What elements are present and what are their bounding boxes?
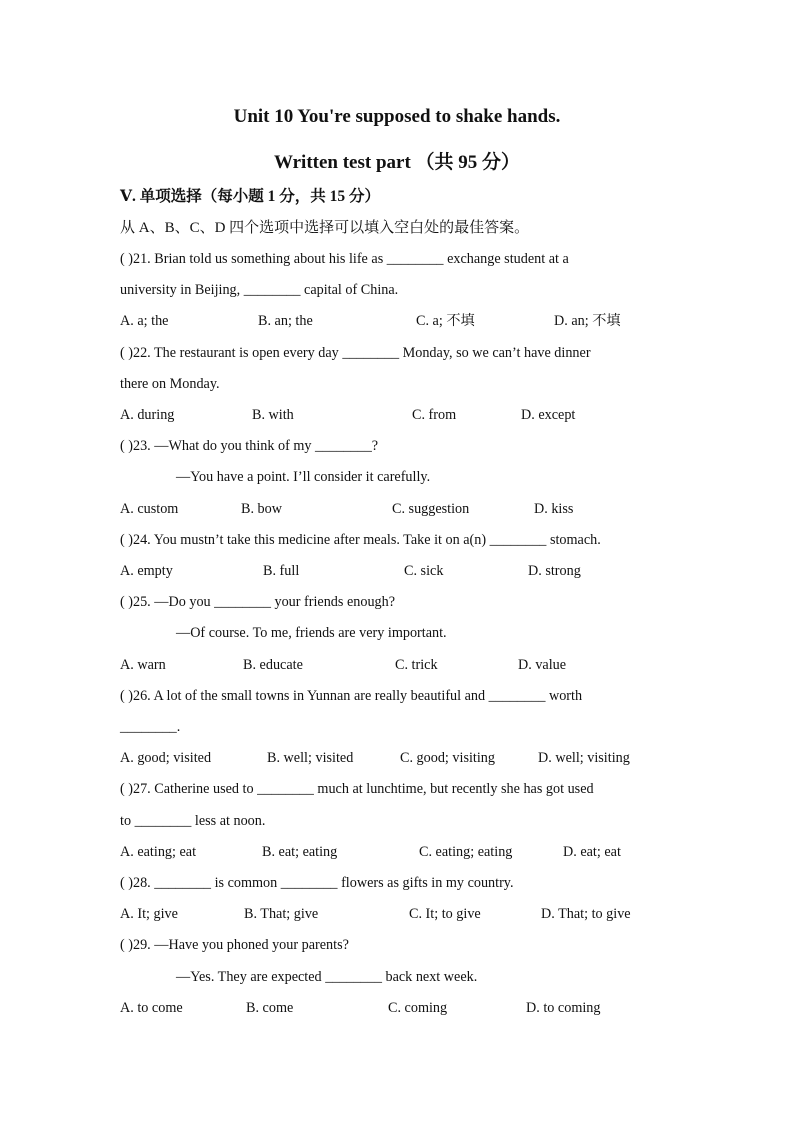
- option-a: A. a; the: [120, 313, 169, 329]
- question-stem-line: —You have a point. I’ll consider it carefully.: [176, 469, 431, 485]
- option-d: D. to coming: [526, 1000, 601, 1016]
- page-subtitle: Written test part （共 95 分）: [273, 152, 521, 173]
- option-c: C. It; to give: [409, 906, 481, 922]
- option-d: D. strong: [528, 563, 581, 579]
- page-title: Unit 10 You're supposed to shake hands.: [233, 106, 561, 127]
- question-stem-line: ( )29. —Have you phoned your parents?: [120, 937, 349, 953]
- option-d: D. well; visiting: [538, 750, 630, 766]
- option-b: B. full: [263, 563, 300, 579]
- option-d: D. except: [521, 407, 576, 423]
- section-instruction: 从 A、B、C、D 四个选项中选择可以填入空白处的最佳答案。: [120, 220, 530, 236]
- question-stem-line: ( )27. Catherine used to ________ much at lunchtime, but recently she has got used: [120, 781, 594, 797]
- option-a: A. warn: [120, 657, 166, 673]
- option-b: B. bow: [241, 501, 282, 517]
- question-stem-line: ( )26. A lot of the small towns in Yunnan are really beautiful and ________ worth: [120, 688, 583, 704]
- option-c: C. eating; eating: [419, 844, 513, 860]
- option-d: D. That; to give: [541, 906, 631, 922]
- option-b: B. an; the: [258, 313, 313, 329]
- option-b: B. with: [252, 407, 294, 423]
- question-stem-line: to ________ less at noon.: [120, 813, 266, 829]
- option-b: B. come: [246, 1000, 294, 1016]
- option-d: D. kiss: [534, 501, 574, 517]
- option-a: A. eating; eat: [120, 844, 197, 860]
- question-stem-line: ( )25. —Do you ________ your friends enough?: [120, 594, 396, 610]
- option-d: D. an; 不填: [554, 313, 621, 329]
- option-a: A. It; give: [120, 906, 178, 922]
- option-c: C. sick: [404, 563, 444, 579]
- option-a: A. good; visited: [120, 750, 212, 766]
- question-stem-line: ( )28. ________ is common ________ flowers as gifts in my country.: [120, 875, 514, 891]
- question-stem-line: ( )24. You mustn’t take this medicine after meals. Take it on a(n) ________ stomach.: [120, 532, 601, 548]
- option-b: B. That; give: [244, 906, 319, 922]
- option-c: C. from: [412, 407, 457, 423]
- option-d: D. eat; eat: [563, 844, 621, 860]
- option-c: C. suggestion: [392, 501, 470, 517]
- section-heading: Ⅴ. 单项选择（每小题 1 分，共 15 分）: [120, 188, 381, 205]
- option-d: D. value: [518, 657, 567, 673]
- question-stem-line: ( )22. The restaurant is open every day ________ Monday, so we can’t have dinner: [120, 345, 591, 361]
- option-c: C. trick: [395, 657, 438, 673]
- option-c: C. good; visiting: [400, 750, 495, 766]
- question-stem-line: ( )23. —What do you think of my ________?: [120, 438, 379, 454]
- question-stem-line: there on Monday.: [120, 376, 220, 392]
- option-c: C. a; 不填: [416, 313, 475, 329]
- option-a: A. during: [120, 407, 175, 423]
- question-stem-line: —Of course. To me, friends are very important.: [176, 625, 447, 641]
- question-stem-line: —Yes. They are expected ________ back next week.: [176, 969, 478, 985]
- option-c: C. coming: [388, 1000, 448, 1016]
- option-a: A. custom: [120, 501, 179, 517]
- question-stem-line: ( )21. Brian told us something about his life as ________ exchange student at a: [120, 251, 569, 267]
- option-b: B. educate: [243, 657, 303, 673]
- option-a: A. to come: [120, 1000, 183, 1016]
- question-stem-line: university in Beijing, ________ capital of China.: [120, 282, 399, 298]
- option-b: B. well; visited: [267, 750, 354, 766]
- option-a: A. empty: [120, 563, 173, 579]
- option-b: B. eat; eating: [262, 844, 338, 860]
- question-stem-line: ________.: [120, 719, 181, 735]
